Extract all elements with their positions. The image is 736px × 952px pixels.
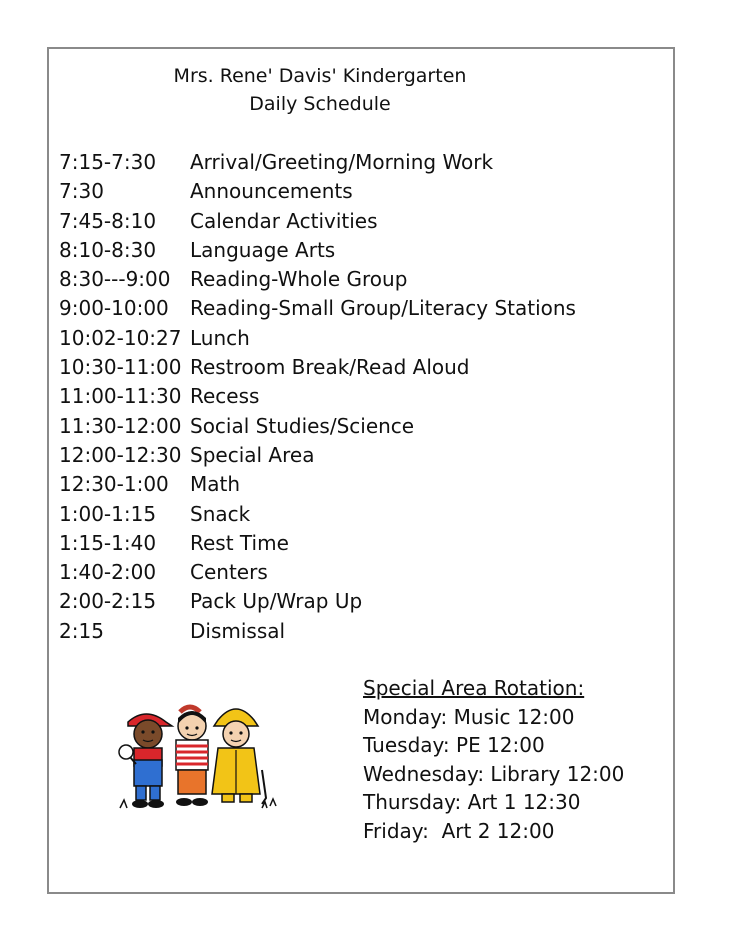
schedule-activity: Pack Up/Wrap Up xyxy=(190,589,363,614)
schedule-activity: Announcements xyxy=(190,179,353,204)
schedule-time: 7:15-7:30 xyxy=(59,150,157,174)
rotation-item: Thursday: Art 1 12:30 xyxy=(363,790,581,814)
schedule-activity: Language Arts xyxy=(190,237,336,262)
schedule-time: 2:00-2:15 xyxy=(59,589,157,614)
schedule-activity: Dismissal xyxy=(190,618,286,643)
rotation-item: Tuesday: PE 12:00 xyxy=(363,733,545,757)
schedule-activity: Arrival/Greeting/Morning Work xyxy=(190,150,494,174)
schedule-time: 11:00-11:30 xyxy=(59,384,182,409)
schedule-time: 7:30 xyxy=(59,179,104,204)
schedule-time: 12:30-1:00 xyxy=(59,472,169,497)
schedule-time: 2:15 xyxy=(59,618,104,643)
rotation-heading: Special Area Rotation: xyxy=(363,676,585,700)
rotation-item: Friday: Art 2 12:00 xyxy=(363,818,555,843)
rotation-item: Monday: Music 12:00 xyxy=(363,704,575,729)
schedule-activity: Special Area xyxy=(190,442,315,467)
schedule-activity: Reading-Small Group/Literacy Stations xyxy=(190,296,576,321)
schedule-time: 1:40-2:00 xyxy=(59,560,157,585)
schedule-activity: Lunch xyxy=(190,325,250,350)
schedule-activity: Centers xyxy=(190,560,268,585)
schedule-activity: Social Studies/Science xyxy=(190,413,415,438)
title-line-1: Mrs. Rene' Davis' Kindergarten xyxy=(173,65,467,87)
title-line-2: Daily Schedule xyxy=(249,93,391,115)
schedule-time: 8:30---9:00 xyxy=(59,267,171,292)
schedule-activity: Recess xyxy=(190,384,260,409)
schedule-time: 8:10-8:30 xyxy=(59,237,157,262)
special-area-rotation xyxy=(363,674,624,845)
schedule-time: 9:00-10:00 xyxy=(59,296,169,321)
schedule-activity: Restroom Break/Read Aloud xyxy=(190,355,470,380)
schedule-time: 12:00-12:30 xyxy=(59,442,182,467)
three-kids-clipart-icon xyxy=(112,690,282,820)
schedule-activity: Snack xyxy=(190,501,251,526)
schedule-activity: Math xyxy=(190,472,241,497)
schedule-time: 10:30-11:00 xyxy=(59,355,182,380)
schedule-time: 7:45-8:10 xyxy=(59,208,157,233)
page-title xyxy=(0,62,640,118)
schedule-time: 1:15-1:40 xyxy=(59,530,157,555)
schedule-activity: Reading-Whole Group xyxy=(190,267,408,292)
schedule-activity: Rest Time xyxy=(190,530,289,555)
schedule-time: 1:00-1:15 xyxy=(59,501,157,526)
schedule-time: 10:02-10:27 xyxy=(59,325,182,350)
schedule-activity: Calendar Activities xyxy=(190,208,378,233)
schedule-time: 11:30-12:00 xyxy=(59,413,182,438)
rotation-item: Wednesday: Library 12:00 xyxy=(363,761,625,786)
